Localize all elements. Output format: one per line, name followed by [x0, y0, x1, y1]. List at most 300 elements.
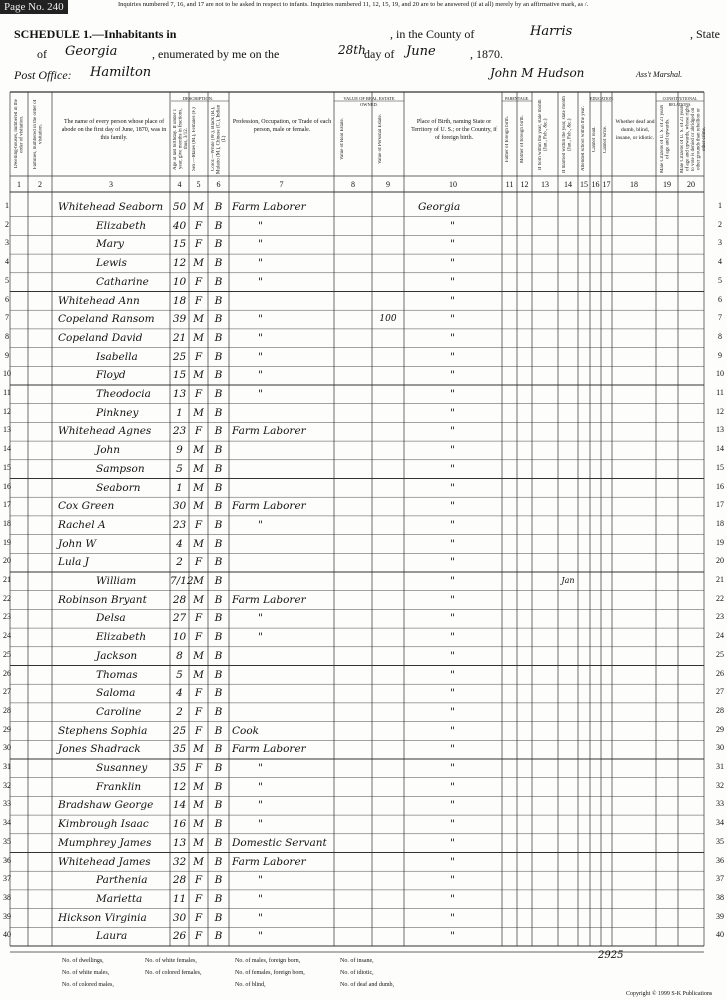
marshal-name: John M Hudson: [490, 66, 585, 80]
birthplace: ": [450, 799, 455, 812]
person-occupation: Farm Laborer: [232, 743, 306, 756]
person-sex: F: [194, 892, 203, 905]
person-occupation: ": [258, 874, 263, 887]
row-number-right: 26: [716, 668, 724, 678]
header-cannot-read: Cannot read.: [592, 126, 597, 152]
post-office-label: Post Office:: [14, 68, 72, 82]
person-name: Catharine: [96, 275, 149, 288]
person-occupation: ": [258, 388, 263, 400]
person-name: Mary: [96, 238, 124, 251]
marshal-title: Ass't Marshal.: [636, 70, 683, 79]
person-name: Copeland Ransom: [58, 313, 155, 326]
person-sex: M: [193, 406, 204, 419]
person-age: 5: [176, 668, 183, 681]
row-number-left: 6: [5, 294, 9, 304]
person-age: 12: [172, 257, 187, 270]
row-number-right: 1: [718, 201, 722, 210]
person-sex: F: [194, 612, 203, 625]
birthplace: ": [450, 294, 455, 307]
row-number-left: 38: [3, 892, 11, 902]
person-age: 15: [172, 369, 187, 382]
birthplace: ": [450, 631, 455, 644]
row-number-left: 32: [3, 780, 11, 790]
person-age: 28: [172, 874, 187, 887]
person-name: Whitehead James: [58, 855, 151, 868]
person-color: B: [214, 201, 223, 213]
person-occupation: ": [258, 780, 263, 793]
column-number: 12: [520, 180, 529, 189]
person-age: 35: [172, 762, 187, 774]
person-name: Elizabeth: [96, 631, 147, 644]
header-birthplace: Place of Birth, naming State or Territory of U. S.; or the Country, if of foreign birth.: [411, 119, 497, 141]
row-number-left: 35: [3, 836, 11, 846]
person-sex: M: [193, 369, 204, 382]
person-occupation: Farm Laborer: [232, 500, 306, 513]
footer-blind: No. of blind,: [235, 982, 266, 988]
person-occupation: Farm Laborer: [232, 201, 306, 213]
person-color: B: [214, 743, 223, 756]
row-number-right: 21: [716, 575, 724, 584]
footer-idiotic: No. of idiotic,: [340, 970, 374, 976]
footer-dwellings: No. of dwellings,: [62, 958, 104, 964]
person-sex: F: [194, 388, 203, 400]
person-occupation: ": [258, 612, 263, 625]
person-color: B: [214, 219, 223, 232]
column-number: 18: [630, 180, 638, 189]
person-color: B: [214, 462, 223, 475]
state-name: Georgia: [65, 44, 118, 59]
person-sex: F: [194, 556, 203, 569]
row-number-right: 10: [716, 369, 724, 379]
row-number-right: 14: [716, 444, 724, 454]
person-name: Kimbrough Isaac: [58, 818, 149, 831]
row-number-left: 23: [3, 612, 11, 622]
header-real-estate: Value of Real Estate.: [340, 118, 345, 160]
person-name: William: [96, 575, 137, 587]
row-number-right: 38: [716, 892, 724, 902]
person-name: Marietta: [96, 892, 143, 905]
header-cannot-write: Cannot write.: [603, 125, 608, 153]
row-number-left: 16: [3, 481, 11, 491]
person-occupation: ": [258, 762, 263, 774]
header-disability: Whether deaf and dumb, blind, insane, or idiotic.: [615, 119, 655, 141]
column-number: 19: [663, 180, 671, 189]
person-age: 25: [172, 350, 187, 363]
person-sex: M: [193, 799, 204, 812]
row-number-right: 9: [718, 350, 722, 360]
person-sex: M: [193, 481, 204, 494]
person-color: B: [214, 930, 223, 943]
enumeration-day: 28th: [338, 43, 366, 57]
birthplace: ": [450, 425, 455, 438]
column-number: 13: [541, 180, 549, 189]
footer-white-males: No. of white males,: [62, 970, 110, 976]
column-number: 5: [196, 180, 201, 189]
person-name: Hickson Virginia: [58, 911, 147, 924]
person-occupation: ": [258, 892, 263, 905]
row-number-left: 5: [5, 275, 9, 285]
person-name: Susanney: [96, 762, 148, 774]
person-color: B: [214, 238, 223, 251]
column-number: 10: [449, 180, 457, 189]
person-occupation: ": [258, 313, 263, 326]
person-name: Caroline: [96, 705, 142, 718]
row-number-left: 39: [3, 911, 11, 921]
birthplace: ": [450, 500, 455, 513]
person-color: B: [214, 537, 223, 550]
person-sex: M: [193, 780, 204, 793]
person-color: B: [214, 855, 223, 868]
person-name: Seaborn: [96, 481, 141, 494]
person-occupation: ": [258, 350, 263, 363]
person-age: 13: [172, 388, 187, 400]
column-number: 15: [580, 180, 588, 189]
header-description: DESCRIPTION.: [182, 96, 214, 101]
birthplace: ": [450, 350, 455, 363]
person-color: B: [214, 687, 223, 700]
birthplace: ": [450, 406, 455, 419]
person-color: B: [214, 705, 223, 718]
person-occupation: ": [258, 911, 263, 924]
birthplace: ": [450, 257, 455, 270]
person-name: Cox Green: [58, 500, 115, 513]
row-number-right: 22: [716, 593, 724, 603]
header-dwelling: Dwelling-houses, numbered in the order of visitation.: [14, 99, 25, 169]
row-number-right: 18: [716, 518, 724, 528]
person-color: B: [214, 294, 223, 307]
person-age: 23: [172, 518, 187, 531]
birthplace: ": [450, 874, 455, 887]
person-age: 23: [172, 425, 187, 438]
row-number-right: 2: [718, 219, 722, 229]
person-sex: M: [193, 836, 204, 849]
birthplace: ": [450, 892, 455, 905]
column-number: 6: [216, 180, 221, 189]
person-name: John W: [58, 537, 97, 550]
row-number-left: 2: [5, 219, 9, 229]
person-age: 25: [172, 724, 187, 737]
person-sex: F: [194, 350, 203, 363]
birthplace: ": [450, 369, 455, 382]
row-number-right: 11: [716, 388, 724, 397]
birthplace: ": [450, 575, 455, 587]
enumerated-label: , enumerated by me on the: [152, 47, 280, 61]
birthplace: ": [450, 930, 455, 943]
person-color: B: [214, 612, 223, 625]
header-parentage: PARENTAGE.: [504, 96, 530, 101]
copyright-notice: Copyright © 1999 S-K Publications: [626, 991, 713, 997]
person-age: 15: [172, 238, 187, 251]
birthplace: ": [450, 668, 455, 681]
row-number-right: 34: [716, 818, 724, 828]
birthplace: ": [450, 219, 455, 232]
column-number: 20: [687, 180, 695, 189]
person-occupation: ": [258, 257, 263, 270]
row-number-left: 19: [3, 537, 11, 547]
person-sex: M: [193, 649, 204, 662]
person-sex: M: [193, 201, 204, 213]
column-number: 3: [109, 180, 113, 189]
person-age: 40: [172, 219, 187, 232]
person-occupation: ": [258, 518, 263, 531]
header-father-foreign: Father of foreign birth.: [505, 116, 510, 162]
row-number-right: 31: [716, 762, 724, 771]
birthplace: ": [450, 556, 455, 569]
person-color: B: [214, 257, 223, 270]
person-name: Franklin: [96, 780, 142, 793]
person-sex: F: [194, 687, 203, 700]
birthplace: ": [450, 762, 455, 774]
person-occupation: ": [258, 238, 263, 251]
birthplace: ": [450, 313, 455, 326]
person-color: B: [214, 369, 223, 382]
row-number-left: 3: [5, 238, 9, 248]
birthplace: ": [450, 518, 455, 531]
person-age: 35: [172, 743, 187, 756]
person-age: 10: [172, 275, 187, 288]
person-sex: M: [193, 331, 204, 344]
header-education: EDUCATION.: [590, 96, 614, 101]
birthplace: ": [450, 481, 455, 494]
birthplace: ": [450, 238, 455, 251]
row-number-left: 4: [5, 257, 9, 267]
person-name: John: [96, 444, 121, 457]
birthplace: ": [450, 275, 455, 288]
birthplace: ": [450, 911, 455, 924]
person-name: Rachel A: [58, 518, 106, 531]
person-age: 30: [172, 500, 187, 513]
post-office-name: Hamilton: [90, 65, 152, 80]
row-number-right: 15: [716, 462, 724, 472]
row-number-left: 20: [3, 556, 11, 566]
person-sex: M: [193, 855, 204, 868]
footer-deaf: No. of deaf and dumb,: [340, 982, 394, 988]
birthplace: ": [450, 855, 455, 868]
birth-month: Jan: [561, 576, 575, 585]
row-number-left: 22: [3, 593, 11, 603]
row-number-left: 1: [5, 201, 9, 210]
header-value-group: VALUE OF REAL ESTATE OWNED.: [343, 96, 395, 107]
person-sex: F: [194, 911, 203, 924]
person-occupation: Domestic Servant: [232, 836, 327, 849]
row-number-left: 10: [3, 369, 11, 379]
person-sex: M: [193, 500, 204, 513]
person-sex: F: [194, 425, 203, 438]
person-color: B: [214, 444, 223, 457]
person-occupation: ": [258, 219, 263, 232]
person-occupation: ": [258, 369, 263, 382]
person-sex: M: [193, 668, 204, 681]
row-number-right: 33: [716, 799, 724, 809]
column-number: 4: [177, 180, 182, 189]
birthplace: ": [450, 331, 455, 344]
person-age: 4: [176, 687, 183, 700]
state-label: , State: [690, 27, 720, 41]
person-name: Thomas: [96, 668, 138, 681]
person-sex: F: [194, 631, 203, 644]
person-color: B: [214, 593, 223, 606]
person-age: 12: [172, 780, 187, 793]
footer-females-foreign: No. of females, foreign born,: [235, 970, 305, 976]
person-sex: F: [194, 874, 203, 887]
person-age: 27: [172, 612, 187, 625]
row-number-right: 4: [718, 257, 722, 267]
person-age: 30: [172, 911, 187, 924]
row-number-right: 12: [716, 406, 724, 416]
birthplace: ": [450, 818, 455, 831]
birthplace: ": [450, 687, 455, 700]
person-age: 1: [176, 406, 183, 419]
person-occupation: ": [258, 631, 263, 644]
birthplace: Georgia: [418, 201, 461, 213]
row-number-right: 7: [718, 313, 722, 323]
birthplace: ": [450, 780, 455, 793]
person-color: B: [214, 388, 223, 400]
header-sex: Sex.—Males (M.), Females (F.): [192, 107, 197, 171]
person-name: Isabella: [96, 350, 138, 363]
birthplace: ": [450, 537, 455, 550]
person-name: Stephens Sophia: [58, 724, 148, 737]
enumeration-month: June: [406, 44, 436, 59]
person-name: Lewis: [96, 257, 127, 270]
person-occupation: Cook: [232, 724, 260, 737]
person-occupation: Farm Laborer: [232, 855, 306, 868]
county-name: Harris: [530, 24, 573, 39]
person-age: 1: [176, 481, 183, 494]
header-occupation: Profession, Occupation, or Trade of each person, male or female.: [232, 119, 332, 133]
person-sex: F: [194, 238, 203, 251]
schedule-title: SCHEDULE 1.—Inhabitants in: [14, 27, 177, 41]
row-number-right: 17: [716, 500, 724, 510]
person-color: B: [214, 500, 223, 513]
person-sex: M: [193, 444, 204, 457]
person-age: 28: [172, 593, 187, 606]
person-age: 13: [172, 836, 187, 849]
person-color: B: [214, 631, 223, 644]
person-sex: M: [193, 575, 204, 587]
person-occupation: ": [258, 818, 263, 831]
person-age: 5: [176, 462, 183, 475]
page-stamp: Page No. 240: [0, 0, 68, 14]
footer-males-foreign: No. of males, foreign born,: [235, 958, 301, 964]
row-number-right: 29: [716, 724, 724, 734]
person-name: Elizabeth: [96, 219, 147, 232]
header-male-citizens: Male Citizens of U. S. of 21 years of age and upwards.: [660, 104, 671, 174]
person-color: B: [214, 892, 223, 905]
person-name: Delsa: [96, 612, 126, 625]
birthplace: ": [450, 743, 455, 756]
column-number: 16: [591, 180, 600, 189]
row-number-left: 18: [3, 518, 11, 528]
person-name: Jackson: [96, 649, 138, 662]
person-name: Whitehead Agnes: [58, 425, 152, 438]
person-color: B: [214, 275, 223, 288]
person-sex: F: [194, 275, 203, 288]
row-number-right: 37: [716, 874, 724, 884]
person-name: Sampson: [96, 462, 145, 475]
person-color: B: [214, 668, 223, 681]
person-sex: F: [194, 762, 203, 774]
person-name: Robinson Bryant: [58, 593, 147, 606]
person-name: Theodocia: [96, 388, 151, 400]
person-age: 9: [176, 444, 183, 457]
person-sex: M: [193, 537, 204, 550]
person-name: Saloma: [96, 687, 136, 700]
row-number-right: 23: [716, 612, 724, 622]
person-color: B: [214, 331, 223, 344]
row-number-right: 6: [718, 294, 722, 304]
birthplace: ": [450, 462, 455, 475]
person-occupation: ": [258, 275, 263, 288]
row-number-left: 26: [3, 668, 11, 678]
person-color: B: [214, 780, 223, 793]
row-number-right: 8: [718, 331, 722, 341]
row-number-left: 29: [3, 724, 11, 734]
person-color: B: [214, 762, 223, 774]
row-number-right: 19: [716, 537, 724, 547]
column-number: 11: [505, 180, 514, 189]
row-number-left: 13: [3, 425, 11, 435]
person-color: B: [214, 649, 223, 662]
row-number-right: 35: [716, 836, 724, 846]
column-number: 1: [17, 180, 21, 189]
birthplace: ": [450, 705, 455, 718]
person-color: B: [214, 911, 223, 924]
person-color: B: [214, 874, 223, 887]
person-age: 10: [172, 631, 187, 644]
person-sex: F: [194, 294, 203, 307]
header-family: Families, numbered in the order of visitation.: [33, 99, 44, 169]
row-number-right: 32: [716, 780, 724, 790]
row-number-right: 40: [716, 930, 724, 940]
person-age: 16: [172, 818, 187, 831]
person-sex: M: [193, 257, 204, 270]
person-sex: M: [193, 743, 204, 756]
person-sex: M: [193, 462, 204, 475]
header-born-month: If born within the year, state month (Jan., Feb., &c.): [538, 99, 549, 171]
person-name: Jones Shadrack: [58, 743, 141, 756]
row-number-left: 33: [3, 799, 11, 809]
footer-tally: 2925: [598, 950, 624, 961]
person-sex: F: [194, 930, 203, 943]
person-age: 4: [176, 537, 183, 550]
row-number-right: 24: [716, 631, 724, 641]
person-color: B: [214, 425, 223, 438]
in-county-label: , in the County of: [390, 27, 475, 41]
person-age: 50: [172, 201, 187, 213]
person-age: 8: [176, 649, 183, 662]
header-name: The name of every person whose place of abode on the first day of June, 1870, was in this family.: [61, 119, 167, 141]
birthplace: ": [450, 388, 455, 400]
row-number-left: 31: [3, 762, 11, 771]
column-number: 17: [602, 180, 611, 189]
person-sex: F: [194, 705, 203, 718]
person-age: 14: [172, 799, 187, 812]
header-color: Color.—White (W.), Black (B.), Mulatto (M.), Chinese (C.), Indian (I.): [211, 104, 227, 174]
person-age: 2: [176, 705, 183, 718]
person-name: Whitehead Ann: [58, 294, 140, 307]
row-number-right: 20: [716, 556, 724, 566]
column-number: 2: [38, 180, 42, 189]
person-name: Mumphrey James: [58, 836, 152, 849]
column-number: 8: [351, 180, 355, 189]
person-name: Laura: [96, 930, 128, 943]
person-sex: M: [193, 313, 204, 326]
person-color: B: [214, 350, 223, 363]
birthplace: ": [450, 836, 455, 849]
person-color: B: [214, 406, 223, 419]
row-number-left: 11: [3, 388, 11, 397]
